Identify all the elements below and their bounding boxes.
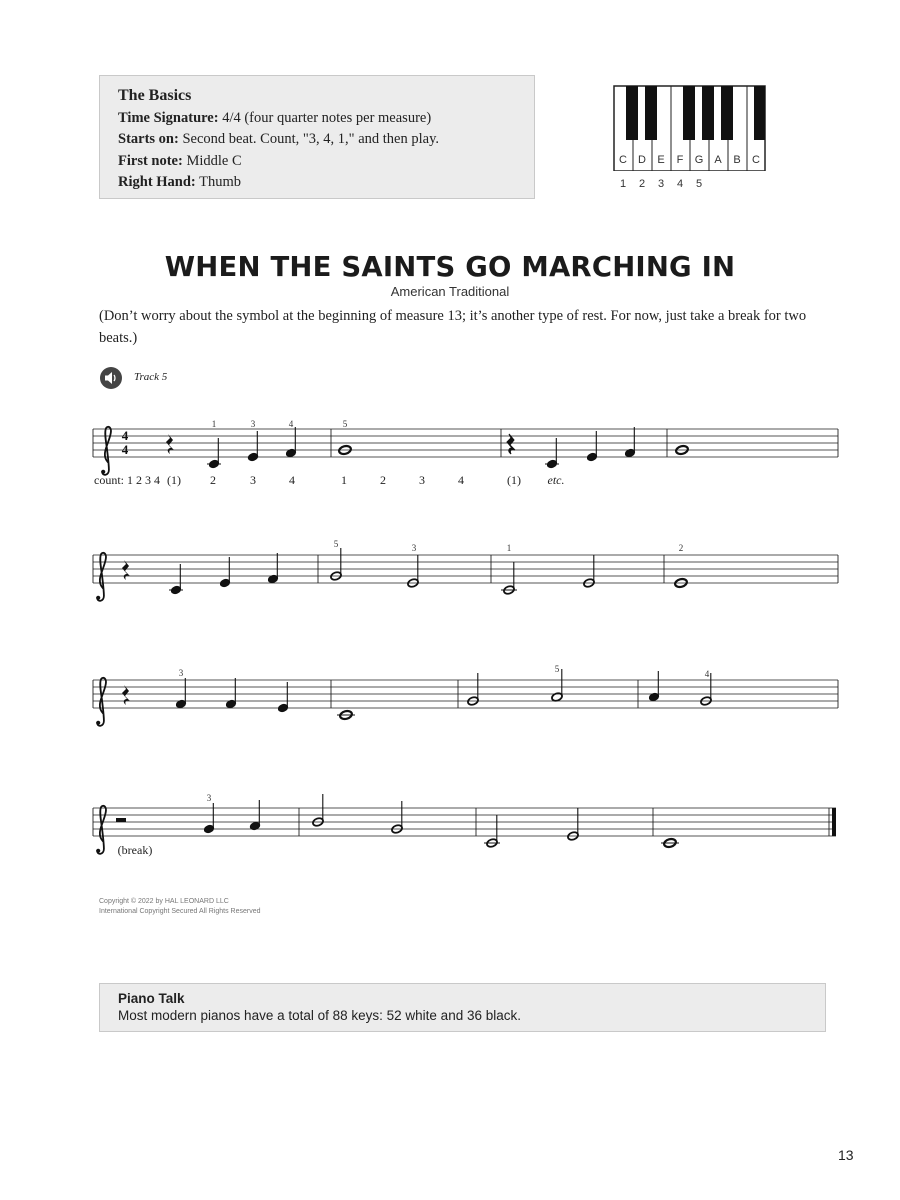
piano-talk-title: Piano Talk	[118, 991, 185, 1006]
svg-text:3: 3	[178, 668, 184, 678]
time-signature	[122, 428, 129, 457]
basics-title: The Basics	[118, 87, 192, 104]
basics-row-right-hand: Right Hand: Thumb	[118, 174, 242, 190]
svg-text:3: 3	[419, 473, 425, 487]
svg-text:etc.: etc.	[547, 473, 565, 487]
svg-text:4: 4	[289, 473, 295, 487]
treble-clef	[101, 427, 111, 475]
svg-text:(1): (1)	[507, 473, 521, 487]
staff-3-notes	[122, 669, 712, 720]
svg-text:3: 3	[250, 419, 256, 429]
svg-text:4: 4	[458, 473, 464, 487]
break-label: (break)	[117, 843, 153, 857]
svg-text:1: 1	[211, 419, 217, 429]
staff-1	[93, 429, 838, 457]
track-label: Track 5	[134, 371, 168, 383]
copyright: Copyright © 2022 by HAL LEONARD LLC International Copyright Secured All Rights Reserved	[99, 898, 261, 915]
svg-text:4: 4	[121, 442, 129, 457]
key-label: F	[676, 154, 684, 166]
staff-2	[93, 555, 838, 583]
svg-text:4: 4	[121, 428, 129, 443]
staff-3	[93, 680, 838, 708]
staff-4-notes	[116, 794, 679, 848]
fingerings-staff-2	[334, 539, 684, 553]
svg-text:3: 3	[250, 473, 256, 487]
finger-number: 3	[657, 178, 665, 190]
key-label: C	[619, 154, 627, 166]
count-labels	[94, 473, 565, 487]
piano-talk-body: Most modern pianos have a total of 88 keys: 52 white and 36 black.	[118, 1008, 521, 1023]
basics-row-first-note: First note: Middle C	[118, 152, 242, 169]
key-label: A	[714, 154, 722, 166]
svg-text:2: 2	[678, 543, 684, 553]
svg-text:3: 3	[206, 793, 212, 803]
page-number: 13	[838, 1147, 854, 1163]
key-label: G	[694, 154, 704, 166]
svg-text:3: 3	[411, 543, 417, 553]
fingerings-staff-1	[212, 419, 348, 429]
quarter-rest	[166, 434, 174, 454]
song-subtitle: American Traditional	[390, 284, 510, 299]
finger-number: 5	[695, 178, 703, 190]
treble-clef	[96, 553, 106, 601]
fingerings-staff-4	[207, 793, 212, 803]
key-label: B	[733, 154, 741, 166]
key-label: C	[752, 154, 760, 166]
basics-row-starts-on: Starts on: Second beat. Count, "3, 4, 1," and then play.	[118, 131, 439, 147]
treble-clef	[96, 678, 106, 726]
key-label: E	[657, 154, 665, 166]
song-title: WHEN THE SAINTS GO MARCHING IN	[164, 251, 736, 283]
svg-text:1: 1	[341, 473, 347, 487]
svg-text:2: 2	[380, 473, 386, 487]
finger-number: 1	[619, 178, 627, 190]
instruction-text: (Don’t worry about the symbol at the beginning of measure 13; it’s another type of rest. For now, just take a break for two beats.)	[99, 308, 807, 346]
measure-3-notes	[507, 427, 636, 469]
svg-text:1: 1	[506, 543, 512, 553]
svg-text:5: 5	[554, 664, 560, 674]
half-rest	[116, 818, 126, 822]
svg-text:2: 2	[210, 473, 216, 487]
svg-text:5: 5	[333, 539, 339, 549]
svg-text:4: 4	[704, 669, 710, 679]
treble-clef	[96, 806, 106, 854]
svg-text:(1): (1)	[167, 473, 181, 487]
fingerings-staff-3	[179, 664, 710, 679]
svg-text:4: 4	[288, 419, 294, 429]
finger-number: 2	[638, 178, 646, 190]
svg-text:count: 1 2 3 4: count: 1 2 3 4	[94, 473, 160, 487]
basics-row-time-signature: Time Signature: 4/4 (four quarter notes per measure)	[118, 109, 432, 126]
piano-talk-box	[99, 983, 826, 1032]
key-label: D	[638, 154, 646, 166]
svg-text:5: 5	[342, 419, 348, 429]
finger-number: 4	[676, 178, 684, 190]
measure-1-notes	[207, 427, 297, 469]
staff-4	[93, 808, 836, 836]
